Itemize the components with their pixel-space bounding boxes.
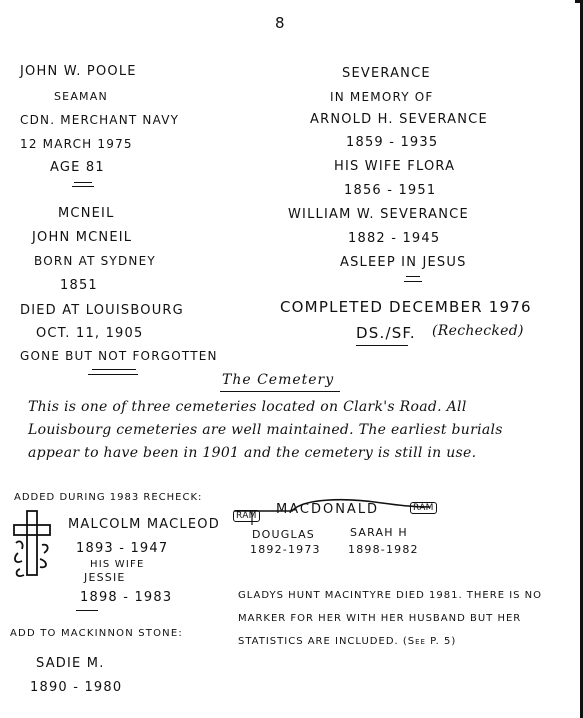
poole-service: CDN. MERCHANT NAVY (20, 113, 180, 127)
severance-divider-2 (404, 281, 422, 282)
macleod-his-wife: HIS WIFE (90, 559, 145, 570)
macleod-divider (76, 610, 98, 611)
ram-right-emblem: RAM (410, 502, 437, 514)
macleod-years: 1893 - 1947 (76, 541, 169, 556)
gladys-note-line2: MARKER FOR HER WITH HER HUSBAND BUT HER (238, 613, 522, 624)
sarah-name: SARAH H (350, 526, 408, 539)
severance-arnold: ARNOLD H. SEVERANCE (310, 112, 488, 127)
poole-divider-2 (72, 186, 94, 187)
page-number: 8 (275, 14, 286, 32)
mcneil-born: BORN AT SYDNEY (34, 254, 156, 268)
cemetery-heading: The Cemetery (222, 372, 335, 388)
severance-arnold-years: 1859 - 1935 (346, 135, 439, 150)
cemetery-line2: Louisbourg cemeteries are well maintained. The earliest burials (28, 422, 503, 438)
cemetery-line3: appear to have been in 1901 and the cemetery is still in use. (28, 445, 477, 461)
severance-william-years: 1882 - 1945 (348, 231, 441, 246)
jessie-years: 1898 - 1983 (80, 590, 173, 605)
severance-memory: IN MEMORY OF (330, 90, 434, 104)
poole-date: 12 MARCH 1975 (20, 137, 133, 151)
douglas-years: 1892-1973 (250, 543, 321, 556)
completed-text: COMPLETED DECEMBER 1976 (280, 298, 532, 316)
cemetery-heading-underline (220, 391, 340, 392)
completed-rechecked: (Rechecked) (432, 323, 524, 339)
gladys-note-line3: STATISTICS ARE INCLUDED. (See P. 5) (238, 636, 457, 647)
cemetery-line1: This is one of three cemeteries located on Clark's Road. All (28, 399, 467, 415)
sadie-years: 1890 - 1980 (30, 680, 123, 695)
macleod-name: MALCOLM MACLEOD (68, 517, 220, 532)
poole-divider (74, 182, 92, 183)
severance-epitaph: ASLEEP IN JESUS (340, 255, 467, 270)
poole-name: JOHN W. POOLE (20, 64, 137, 79)
poole-age: AGE 81 (50, 160, 105, 175)
cross-flower-icon (10, 509, 54, 581)
mcneil-divider (92, 369, 136, 370)
severance-wife: HIS WIFE FLORA (334, 159, 456, 174)
severance-family: SEVERANCE (342, 66, 431, 81)
mcneil-divider-2 (88, 374, 138, 375)
initials-underline (356, 345, 408, 346)
mcneil-died: DIED AT LOUISBOURG (20, 303, 184, 318)
mcneil-death-date: OCT. 11, 1905 (36, 326, 144, 341)
douglas-name: DOUGLAS (252, 528, 315, 541)
severance-wife-years: 1856 - 1951 (344, 183, 437, 198)
severance-william: WILLIAM W. SEVERANCE (288, 207, 469, 222)
ram-left-emblem: RAM (233, 510, 260, 522)
mcneil-epitaph: GONE BUT NOT FORGOTTEN (20, 349, 218, 363)
sadie-name: SADIE M. (36, 656, 105, 671)
poole-occupation: SEAMAN (54, 90, 108, 103)
macdonald-surname: MACDONALD (276, 502, 380, 517)
sarah-years: 1898-1982 (348, 543, 419, 556)
gladys-note-line1: GLADYS HUNT MACINTYRE DIED 1981. THERE IS NO (238, 590, 543, 601)
completed-initials: DS./SF. (356, 324, 416, 342)
mackinnon-note: ADD TO MACKINNON STONE: (10, 628, 183, 639)
recheck-heading: ADDED DURING 1983 RECHECK: (14, 492, 203, 503)
macleod-jessie: JESSIE (84, 571, 126, 584)
severance-divider (406, 276, 420, 277)
mcneil-birth-year: 1851 (60, 278, 98, 293)
mcneil-name: JOHN MCNEIL (32, 230, 133, 245)
mcneil-family: MCNEIL (58, 206, 115, 221)
